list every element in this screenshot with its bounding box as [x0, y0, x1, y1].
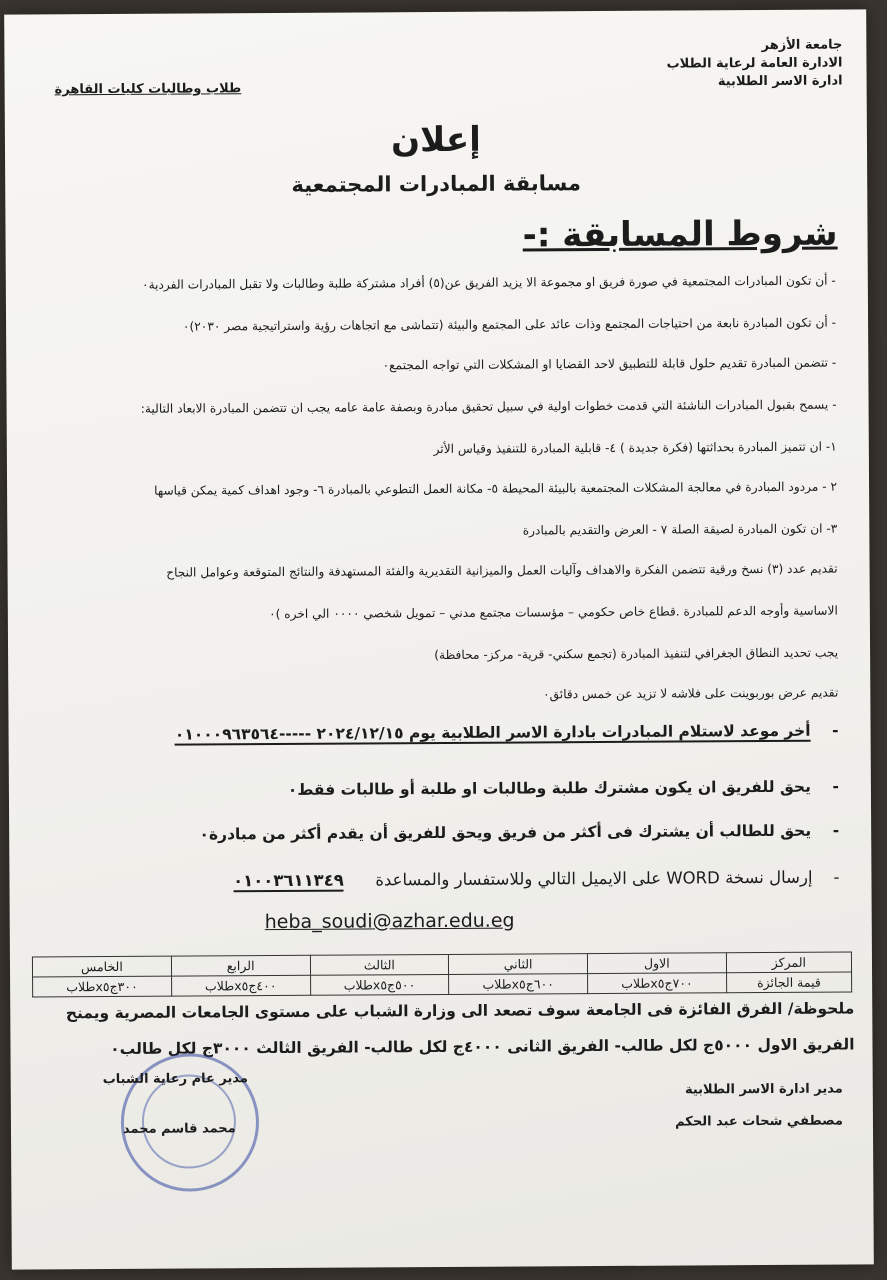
- signature-right-name: مصطفي شحات عبد الحكم: [675, 1113, 843, 1130]
- signature-left-name: محمد قاسم محمد: [122, 1121, 236, 1137]
- table-header-cell: الاول: [587, 953, 726, 974]
- org-line-university: جامعة الأزهر: [761, 37, 843, 54]
- announcement-title: إعلان: [390, 119, 481, 161]
- condition-2: - أن تكون المبادرة نابعة من احتياجات المجتمع وذات عائد على المجتمع والبيئة (تتماشى مع اتجاهات رؤية واستراتيجية مصر ٢٠٣٠)٠: [182, 315, 837, 334]
- table-header-cell: الخامس: [32, 956, 171, 977]
- document-page: [4, 9, 874, 1269]
- org-line-directorate: الادارة العامة لرعاية الطلاب: [666, 55, 843, 72]
- table-cell: قيمة الجائزة: [726, 972, 851, 993]
- note-line-1: ملحوظة/ الفرق الفائزة فى الجامعة سوف تصعد الى وزارة الشباب على مستوى الجامعات المصرية ويمنح: [65, 999, 855, 1023]
- conditions-heading: شروط المسابقة :-: [522, 213, 838, 256]
- contact-email-link[interactable]: heba_soudi@azhar.edu.eg: [264, 909, 515, 934]
- condition-geo-scope: يجب تحديد النطاق الجغرافي لتنفيذ المبادرة (تجمع سكني- قرية- مركز- محافظة): [434, 645, 839, 663]
- table-cell: ٦٠٠جx٥طلاب: [449, 974, 588, 995]
- table-header-cell: الثاني: [449, 954, 588, 975]
- prize-table: [32, 951, 852, 997]
- condition-3: - تتضمن المبادرة تقديم حلول قابلة للتطبيق لاحد القضايا او المشكلات التي تواجه المجتمع٠: [382, 355, 837, 373]
- table-cell: ٣٠٠جx٥طلاب: [33, 976, 172, 997]
- deadline-line: [175, 722, 839, 744]
- rule-multiple-teams: [199, 822, 839, 844]
- org-line-department: ادارة الاسر الطلابية: [717, 73, 843, 90]
- audience-label: طلاب وطالبات كليات القاهرة: [54, 81, 242, 98]
- table-row: [33, 972, 852, 997]
- competition-subtitle: مسابقة المبادرات المجتمعية: [291, 171, 582, 197]
- contact-phone: ٠١٠٠٣٦١١٣٤٩: [232, 870, 344, 891]
- signature-right-title: مدير ادارة الاسر الطلابية: [684, 1081, 843, 1098]
- table-header-cell: المركز: [726, 952, 851, 973]
- rule-team-composition: [288, 778, 839, 799]
- signature-left-title: مدير عام رعاية الشباب: [102, 1071, 248, 1088]
- send-word-line: [233, 868, 840, 891]
- dimension-row-2: ٢ - مردود المبادرة في معالجة المشكلات المجتمعية بالبيئة المحيطة ٥- مكانة العمل التطوعي بالمبادرة ٦- وجود اهداف كمية يمكن قياسها: [154, 479, 838, 498]
- condition-1: - أن تكون المبادرات المجتمعية في صورة فريق او مجموعة الا يزيد الفريق عن(٥) أفراد مشتركة طلبة وطالبات ولا تقبل المبادرات الفردية٠: [141, 273, 836, 292]
- condition-4: - يسمح بقبول المبادرات الناشئة التي قدمت خطوات اولية في سبيل تحقيق مبادرة وبصفة عامة عامه يجب ان تتضمن المبادرة الابعاد التالية:: [140, 397, 837, 416]
- dimension-row-1: ١- ان تتميز المبادرة بحداثتها (فكرة جديدة ) ٤- قابلية المبادرة للتنفيذ وقياس الأثر: [433, 439, 837, 457]
- table-cell: ٥٠٠جx٥طلاب: [310, 974, 449, 995]
- condition-copies: تقديم عدد (٣) نسخ ورقية تتضمن الفكرة والاهداف وآليات العمل والميزانية التقديرية والفئة المستهدفة والنتائج المتوقعة وعوامل النجاح: [166, 561, 838, 580]
- bullet: -: [832, 777, 839, 796]
- table-cell: ٧٠٠جx٥طلاب: [588, 973, 727, 994]
- dimension-row-3: ٣- ان تكون المبادرة لصيقة الصلة ٧ - العرض والتقديم بالمبادرة: [522, 521, 838, 538]
- bullet: -: [832, 821, 840, 840]
- note-line-2: الفريق الاول ٥٠٠٠ج لكل طالب- الفريق الثانى ٤٠٠٠ج لكل طالب- الفريق الثالث ٣٠٠٠ج لكل طالب٠: [110, 1035, 855, 1059]
- deadline-text: أخر موعد لاستلام المبادرات بادارة الاسر الطلابية يوم ٢٠٢٤/١٢/١٥ -----٠١٠٠٠٩٦٣٥٦٤: [174, 721, 811, 744]
- send-word-text: إرسال نسخة WORD على الايميل التالي وللاستفسار والمساعدة: [375, 867, 813, 890]
- bullet: -: [833, 867, 840, 887]
- rule-team-composition-text: يحق للفريق ان يكون مشترك طلبة وطالبات او طلبة أو طالبات فقط٠: [287, 777, 811, 799]
- condition-powerpoint: تقديم عرض بوربوينت على فلاشه لا تزيد عن خمس دقائق٠: [543, 685, 839, 702]
- rule-multiple-teams-text: يحق للطالب أن يشترك فى أكثر من فريق ويحق للفريق أن يقدم أكثر من مبادرة٠: [199, 821, 812, 844]
- table-cell: ٤٠٠جx٥طلاب: [171, 975, 310, 996]
- table-header-cell: الثالث: [310, 954, 449, 975]
- condition-copies-cont: الاساسية وأوجه الدعم للمبادرة .قطاع خاص حكومي – مؤسسات مجتمع مدني – تمويل شخصي ٠٠٠٠ الي اخره )٠: [269, 603, 838, 622]
- bullet: -: [832, 721, 839, 740]
- table-header-cell: الرابع: [171, 955, 310, 976]
